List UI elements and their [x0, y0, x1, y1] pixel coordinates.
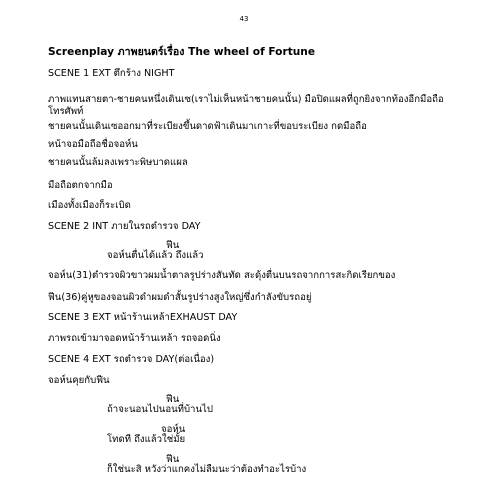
screenplay-title: Screenplay ภาพยนตร์เรื่อง The wheel of Fortune	[48, 46, 316, 58]
dialogue-text: ถ้าจะนอนไปนอนที่บ้านไป	[107, 404, 213, 415]
action-line: หน้าจอมือถือชื่อจอห์น	[48, 139, 138, 150]
action-line: ภาพรถเข้ามาจอดหน้าร้านเหล้า รถจอดนิ่ง	[48, 333, 221, 344]
dialogue-speaker: ฟีน	[166, 394, 180, 405]
action-line: ชายคนนั้นล้มลงเพราะพิษบาดแผล	[48, 157, 188, 168]
page-number: 43	[239, 15, 249, 23]
scene-heading-3: SCENE 3 EXT หน้าร้านเหล้าEXHAUST DAY	[48, 312, 238, 323]
action-line: เมืองทั้งเมืองก็ระเบิด	[48, 200, 131, 211]
action-line: จอห์นคุยกับฟีน	[48, 375, 110, 386]
dialogue-speaker: จอห์น	[161, 424, 186, 435]
dialogue-text: โทดที ถึงแล้วใช่มั้ย	[107, 434, 186, 445]
scene-heading-2: SCENE 2 INT ภายในรถตำรวจ DAY	[48, 221, 201, 232]
dialogue-speaker: ฟีน	[166, 240, 180, 251]
action-line: ฟีน(36)คู่หูของจอนผิวดำผมดำสั้นรูปร่างสูงใหญ่ซึ่งกำลังขับรถอยู่	[48, 292, 312, 303]
action-line: มือถือตกจากมือ	[48, 180, 113, 191]
action-line: ภาพแทนสายตา-ชายคนหนึ่งเดินเซ(เราไม่เห็นหน้าชายคนนั้น) มือปิดแผลที่ถูกยิงจากท้องอีกมือถือ	[48, 94, 444, 105]
action-line-continued: โทรศัพท์	[48, 106, 84, 117]
scene-heading-1: SCENE 1 EXT ตึกร้าง NIGHT	[48, 68, 175, 79]
dialogue-text: ก็ใช่นะสิ หวังว่าแกคงไม่ลืมนะว่าต้องทำอะไรบ้าง	[107, 464, 307, 475]
dialogue-text: จอห์นตื่นได้แล้ว ถึงแล้ว	[107, 250, 204, 261]
action-line: ชายคนนั้นเดินเซออกมาที่ระเบียงขึ้นดาดฟ้าเดินมาเกาะที่ขอบระเบียง กดมือถือ	[48, 121, 367, 132]
action-line: จอห์น(31)ตำรวจผิวขาวผมน้ำตาลรูปร่างสันทัด สะดุ้งตื่นบนรถจากการสะกิดเรียกของ	[48, 270, 396, 281]
scene-heading-4: SCENE 4 EXT รถตำรวจ DAY(ต่อเนื่อง)	[48, 354, 215, 365]
dialogue-speaker: ฟีน	[166, 454, 180, 465]
